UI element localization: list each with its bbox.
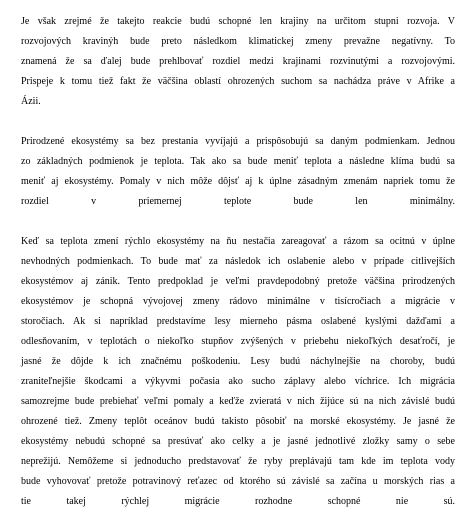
text-line: ekosystémov je schopná vývojovej zmeny rádovo minimálne v tisícročiach a migrácie v	[21, 296, 455, 307]
text-line: Ázii.	[21, 96, 41, 107]
paragraph-spacer	[21, 212, 455, 232]
text-line: zo základných podmienok je teplota. Tak ako sa bude meniť teplota a následne klíma budú sa	[21, 156, 455, 167]
paragraph-3	[21, 232, 455, 512]
document-body	[21, 12, 455, 512]
text-line: Je však zrejmé že takejto reakcie budú schopné len krajiny na určitom stupni rozvoja. V	[21, 16, 455, 27]
text-line: jasné že dôjde k ich značnému poškodeniu. Lesy budú náchylnejšie na choroby, budú	[21, 356, 455, 367]
text-line: tie takej rýchlej migrácie rozhodne schopné nie sú.	[21, 496, 455, 507]
text-line: ekosystémov aj zánik. Tento predpoklad je veľmi pravdepodobný pretože väčšina prirodzených	[21, 276, 455, 287]
paragraph-2	[21, 132, 455, 212]
paragraph-spacer	[21, 112, 455, 132]
text-line: nevhodných podmienkach. To bude mať za následok ich oslabenie alebo v prípade citlivejších	[21, 256, 455, 267]
text-line: storočiach. Ak si napríklad predstavíme lesy mierneho pásma oslabené kyslými dažďami a	[21, 316, 455, 327]
text-line: Prirodzené ekosystémy sa bez prestania vyvíjajú a prispôsobujú sa daným podmienkam. Jednou	[21, 136, 455, 147]
text-line: bude vyhovovať pretože potravinový reťazec od ktorého sú závislé sa začína u morských rias a	[21, 476, 455, 487]
text-line: znamená že sa ďalej bude prehlbovať rozdiel medzi krajinami rozvinutými a rozvojovými.	[21, 56, 455, 67]
text-line: rozvojových kravinýh bude preto následkom klimatickej zmeny prevažne negatívny. To	[21, 36, 455, 47]
text-line: Keď sa teplota zmení rýchlo ekosystémy na ňu nestačia zareagovať a rázom sa ocitnú v úplne	[21, 236, 455, 247]
paragraph-1	[21, 12, 455, 112]
text-line: neprežijú. Nemôžeme si jednoducho predstavovať že ryby preplávajú tam kde im teplota vody	[21, 456, 455, 467]
text-line: odlesňovaním, v teplotách o niekoľko stupňov zvýšených v priebehu niekoľkých desaťročí, je	[21, 336, 455, 347]
text-line: ekosystémy nebudú schopné sa presúvať ako celky a je jasné jednotlivé zložky samy o sebe	[21, 436, 455, 447]
text-line: Prispeje k tomu tiež fakt že väčšina oblastí ohrozených suchom sa nachádza práve v Afrike a	[21, 76, 455, 87]
text-line: zraniteľnejšie škodcami a výkyvmi počasia ako sucho záplavy alebo víchrice. Ich migrácia	[21, 376, 455, 387]
text-line: rozdiel v priemernej teplote bude len minimálny.	[21, 196, 455, 207]
text-line: ohrozené tiež. Zmeny teplôt oceánov budú takisto pôsobiť na morské ekosystémy. Je jasné že	[21, 416, 455, 427]
text-line: samozrejme bude prebiehať veľmi pomaly a keďže zvieratá v nich žijúce sú na nich závislé budú	[21, 396, 455, 407]
text-line: meniť aj ekosystémy. Pomaly v nich môže dôjsť aj k úplne zásadným zmenám napriek tomu že	[21, 176, 455, 187]
